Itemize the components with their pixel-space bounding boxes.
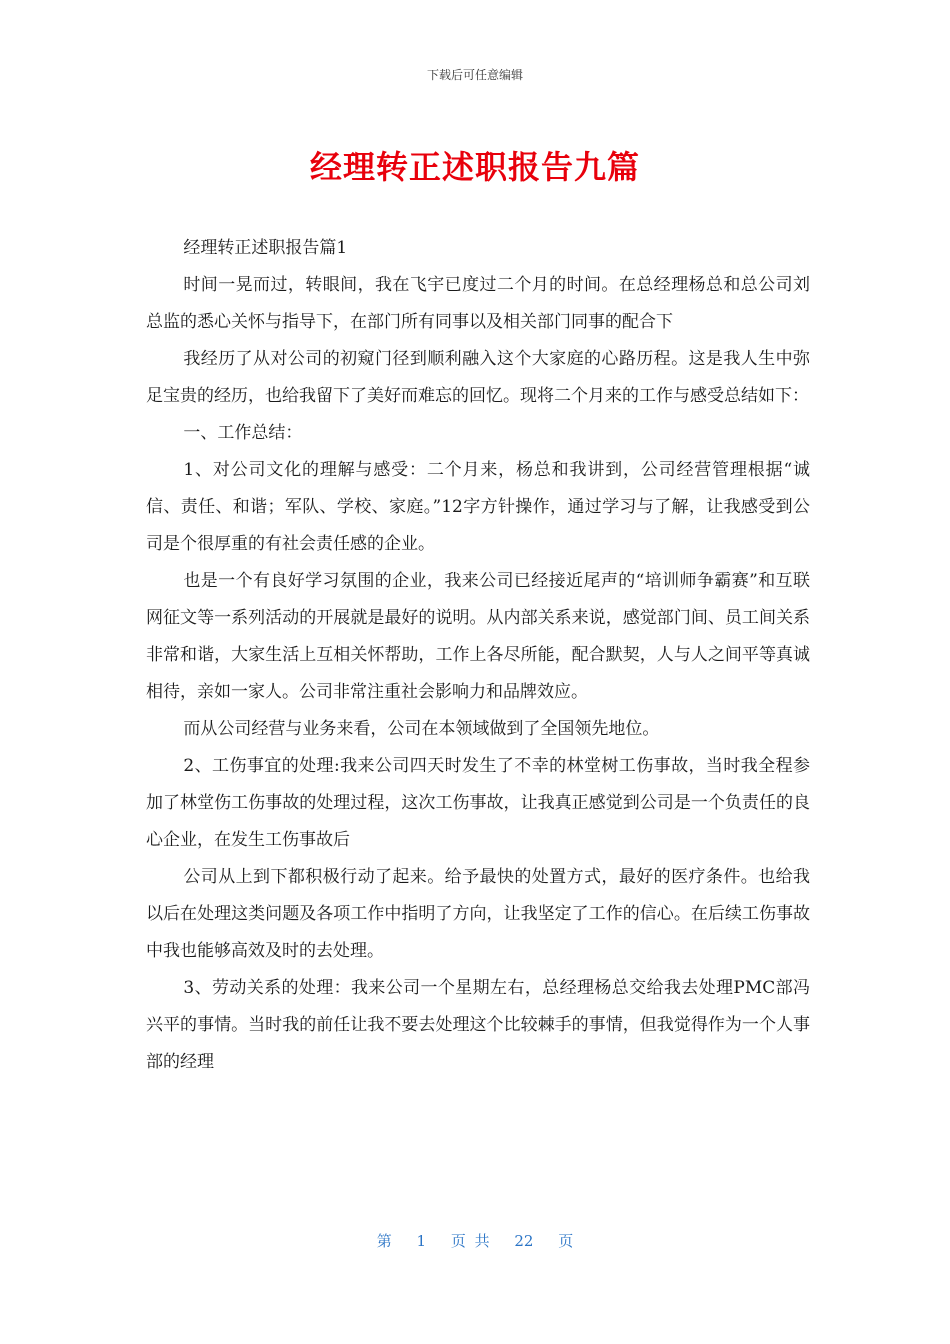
paragraph: 3、劳动关系的处理：我来公司一个星期左右，总经理杨总交给我去处理PMC部冯兴平的事情。当时我的前任让我不要去处理这个比较棘手的事情，但我觉得作为一个人事部的经理 xyxy=(146,978,810,1072)
page-of-label: 页 共 xyxy=(450,1232,490,1250)
paragraph: 而从公司经营与业务来看，公司在本领域做到了全国领先地位。 xyxy=(183,719,660,739)
total-pages: 22 xyxy=(514,1232,534,1250)
page-footer xyxy=(0,1230,950,1251)
header-note: 下载后可任意编辑 xyxy=(426,68,523,82)
paragraph: 也是一个有良好学习氛围的企业，我来公司已经接近尾声的“培训师争霸赛”和互联网征文等一系列活动的开展就是最好的说明。从内部关系来说，感觉部门间、员工间关系非常和谐，大家生活上互相关怀帮助，工作上各尽所能，配合默契，人与人之间平等真诚相待，亲如一家人。公司非常注重社会影响力和品牌效应。 xyxy=(146,571,810,702)
page-suffix: 页 xyxy=(558,1232,574,1250)
page-label: 第 xyxy=(376,1232,392,1250)
paragraph: 我经历了从对公司的初窥门径到顺利融入这个大家庭的心路历程。这是我人生中弥足宝贵的经历，也给我留下了美好而难忘的回忆。现将二个月来的工作与感受总结如下： xyxy=(146,349,810,406)
paragraph: 时间一晃而过，转眼间，我在飞宇已度过二个月的时间。在总经理杨总和总公司刘总监的悉心关怀与指导下，在部门所有同事以及相关部门同事的配合下 xyxy=(146,275,810,332)
paragraph: 1、对公司文化的理解与感受：二个月来，杨总和我讲到，公司经营管理根据“诚信、责任、和谐；军队、学校、家庭。”12字方针操作，通过学习与了解，让我感受到公司是个很厚重的有社会责任感的企业。 xyxy=(146,460,810,554)
paragraph: 公司从上到下都积极行动了起来。给予最快的处置方式，最好的医疗条件。也给我以后在处理这类问题及各项工作中指明了方向，让我坚定了工作的信心。在后续工伤事故中我也能够高效及时的去处理。 xyxy=(146,867,810,961)
paragraph-subheading: 一、工作总结： xyxy=(183,423,303,443)
document-body xyxy=(146,230,810,1081)
paragraph: 2、工伤事宜的处理:我来公司四天时发生了不幸的林堂树工伤事故，当时我全程参加了林堂伤工伤事故的处理过程，这次工伤事故，让我真正感觉到公司是一个负责任的良心企业，在发生工伤事故后 xyxy=(146,756,810,850)
document-title: 经理转正述职报告九篇 xyxy=(309,148,640,186)
page-number: 1 xyxy=(416,1232,427,1250)
paragraph-section-heading: 经理转正述职报告篇1 xyxy=(183,238,348,258)
